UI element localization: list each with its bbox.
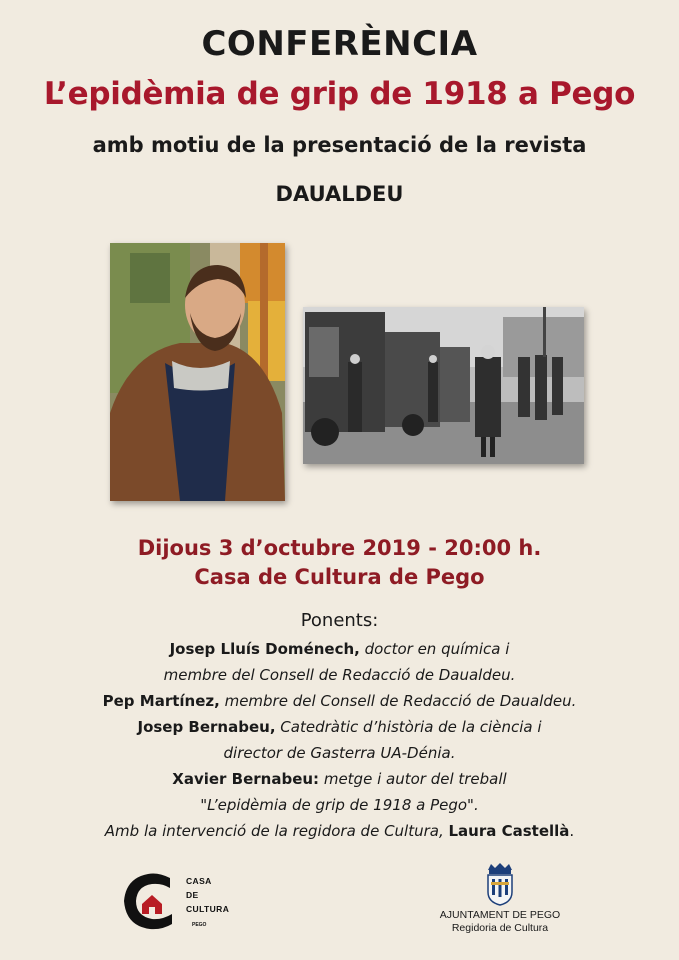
- coat-of-arms-icon: [485, 862, 515, 906]
- speaker-name: Pep Martínez,: [102, 692, 220, 710]
- portrait-image: [110, 243, 285, 501]
- speaker-line: [0, 718, 679, 736]
- speaker-portrait-photo: [110, 243, 285, 501]
- casa-text-small: PEGO: [192, 922, 207, 928]
- casa-text-line: CASA: [186, 876, 212, 886]
- speaker-name: Xavier Bernabeu:: [172, 770, 320, 788]
- speaker-description: membre del Consell de Redacció de Daualdeu.: [163, 666, 516, 684]
- speaker-description: membre del Consell de Redacció de Daualdeu.: [219, 692, 577, 710]
- event-date-time: Dijous 3 d’octubre 2019 - 20:00 h.: [137, 536, 542, 560]
- magazine-name: DAUALDEU: [275, 182, 404, 206]
- casa-text-line: DE: [186, 890, 199, 900]
- speaker-description: Catedràtic d’història de la ciència i: [275, 718, 542, 736]
- speaker-name: Josep Lluís Doménech,: [169, 640, 360, 658]
- historical-photo: [303, 307, 584, 464]
- speaker-line: [0, 692, 679, 710]
- heading: CONFERÈNCIA: [201, 24, 478, 64]
- speakers-heading: Ponents:: [300, 610, 379, 631]
- archive-image: [303, 307, 584, 464]
- closing-text: Amb la intervenció de la regidora de Cultura,: [104, 822, 449, 840]
- casa-de-cultura-logo: [120, 870, 230, 932]
- event-place: Casa de Cultura de Pego: [194, 565, 485, 589]
- ajuntament-name: AJUNTAMENT DE PEGO: [439, 909, 561, 921]
- casa-cultura-emblem-icon: [120, 870, 182, 932]
- councillor-name: Laura Castellà: [448, 822, 570, 840]
- speaker-description: "L’epidèmia de grip de 1918 a Pego".: [200, 796, 479, 814]
- speaker-description: doctor en química i: [359, 640, 510, 658]
- speaker-description: director de Gasterra UA-Dénia.: [223, 744, 456, 762]
- casa-text-line: CULTURA: [186, 904, 230, 914]
- ajuntament-de-pego-logo: [430, 862, 570, 942]
- ajuntament-department: Regidoria de Cultura: [451, 922, 549, 934]
- subtitle: amb motiu de la presentació de la revista: [92, 133, 587, 157]
- speaker-line: [0, 796, 679, 814]
- speaker-name: Josep Bernabeu,: [137, 718, 276, 736]
- closing-period: .: [569, 822, 575, 840]
- speaker-description: metge i autor del treball: [319, 770, 507, 788]
- speaker-line: [0, 744, 679, 762]
- speaker-line: [0, 640, 679, 658]
- speaker-line: [0, 666, 679, 684]
- closing-line: [0, 822, 679, 840]
- speaker-line: [0, 770, 679, 788]
- conference-title: L’epidèmia de grip de 1918 a Pego: [43, 76, 636, 112]
